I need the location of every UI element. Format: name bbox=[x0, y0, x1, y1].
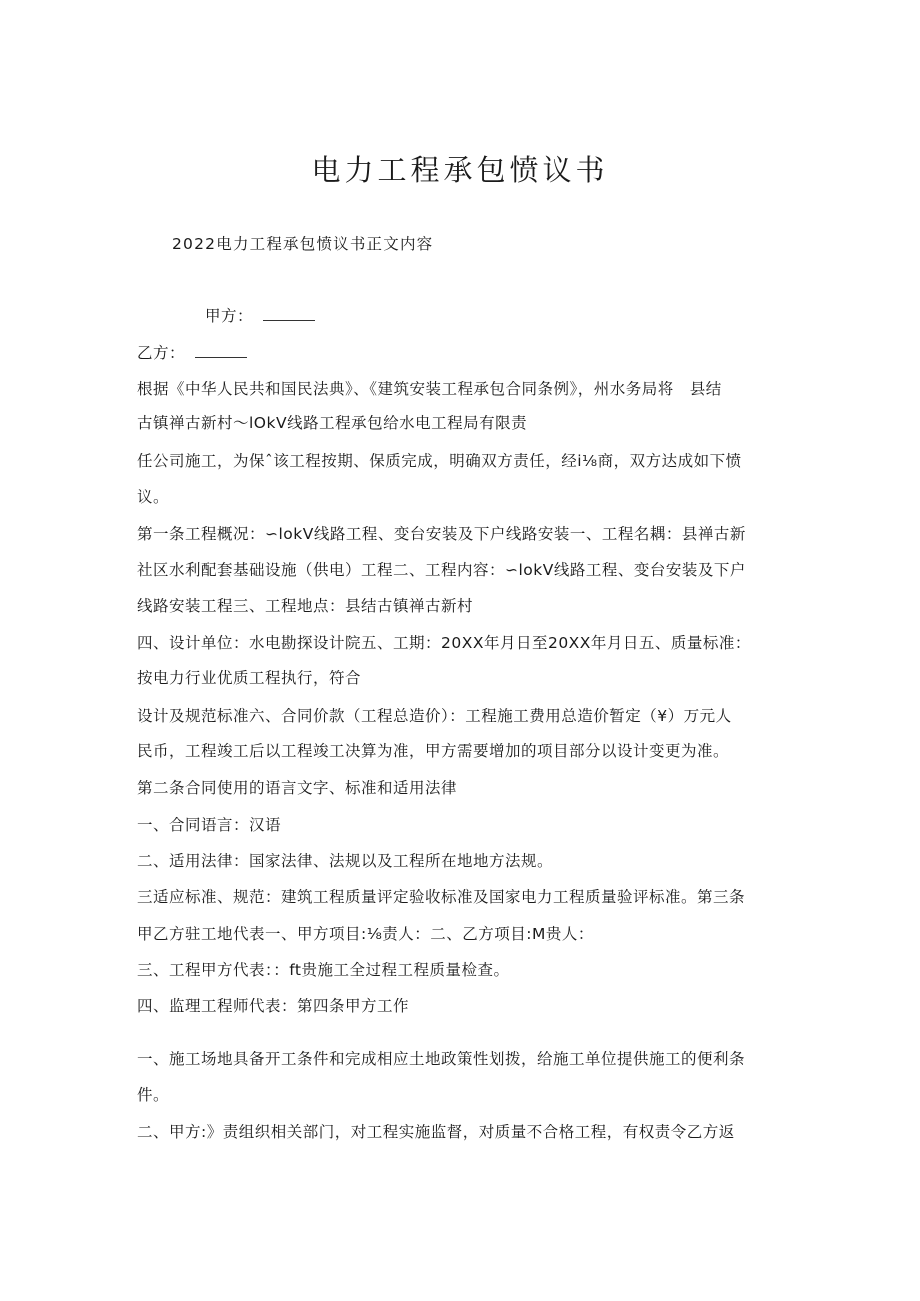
party-a-label: 甲方： bbox=[205, 307, 254, 325]
body-line: 件。 bbox=[137, 1086, 170, 1104]
body-line: 社区水利配套基础设施（供电）工程二、工程内容：∽lokV线路工程、变台安装及下户 bbox=[137, 561, 746, 579]
body-line: 古镇禅古新村～lOkV线路工程承包给水电工程局有限责 bbox=[137, 414, 528, 432]
section-heading: 第二条合同使用的语言文字、标准和适用法律 bbox=[137, 779, 458, 797]
body-line: 一、合同语言：汉语 bbox=[137, 816, 282, 834]
body-line: 四、监理工程师代表：第四条甲方工作 bbox=[137, 997, 410, 1015]
body-line: 设计及规范标准六、合同价款（工程总造价）：工程施工费用总造价暂定（¥）万元人 bbox=[137, 707, 732, 725]
party-b-blank bbox=[195, 343, 247, 358]
body-line: 第一条工程概况：∽lokV线路工程、变台安装及下户线路安装一、工程名耦：县禅古新 bbox=[137, 525, 746, 543]
body-line: 三、工程甲方代表：：ft贵施工全过程工程质量检查。 bbox=[137, 961, 510, 979]
body-line: 按电力行业优质工程执行，符合 bbox=[137, 669, 362, 687]
body-line: 三适应标准、规范：建筑工程质量评定验收标准及国家电力工程质量验评标准。第三条 bbox=[137, 888, 746, 906]
body-line: 线路安装工程三、工程地点：县结古镇禅古新村 bbox=[137, 597, 474, 615]
body-line: 根据《中华人民共和国民法典》、《建筑安装工程承包合同条例》，州水务局将 县结 bbox=[137, 380, 722, 398]
party-b-line bbox=[137, 343, 787, 363]
body-line: 民币，工程竣工后以工程竣工决算为准，甲方需要增加的项目部分以设计变更为准。 bbox=[137, 742, 730, 760]
body-line: 甲乙方驻工地代表一、甲方项目:⅛责人：二、乙方项目:M贵人： bbox=[137, 925, 594, 943]
body-line: 二、适用法律：国家法律、法规以及工程所在地地方法规。 bbox=[137, 852, 554, 870]
document-title: 电力工程承包愤议书 bbox=[311, 153, 609, 187]
body-line: 议。 bbox=[137, 488, 170, 506]
body-line: 二、甲方:》责组织相关部门，对工程实施监督，对质量不合格工程，有权责令乙方返 bbox=[137, 1123, 735, 1141]
body-line: 一、施工场地具备开工条件和完成相应土地政策性划拨，给施工单位提供施工的便利条 bbox=[137, 1050, 746, 1068]
body-line: 四、设计单位：水电勘探设计院五、工期：20XX年月日至20XX年月日五、质量标准： bbox=[137, 634, 751, 652]
body-line: 任公司施工，为保ˆ该工程按期、保质完成，明确双方责任，经i⅛商，双方达成如下愤 bbox=[137, 452, 742, 470]
document-subtitle: 2022电力工程承包愤议书正文内容 bbox=[172, 235, 434, 253]
party-a-line bbox=[205, 306, 855, 326]
party-a-blank bbox=[263, 306, 315, 321]
party-b-label: 乙方： bbox=[137, 344, 186, 362]
